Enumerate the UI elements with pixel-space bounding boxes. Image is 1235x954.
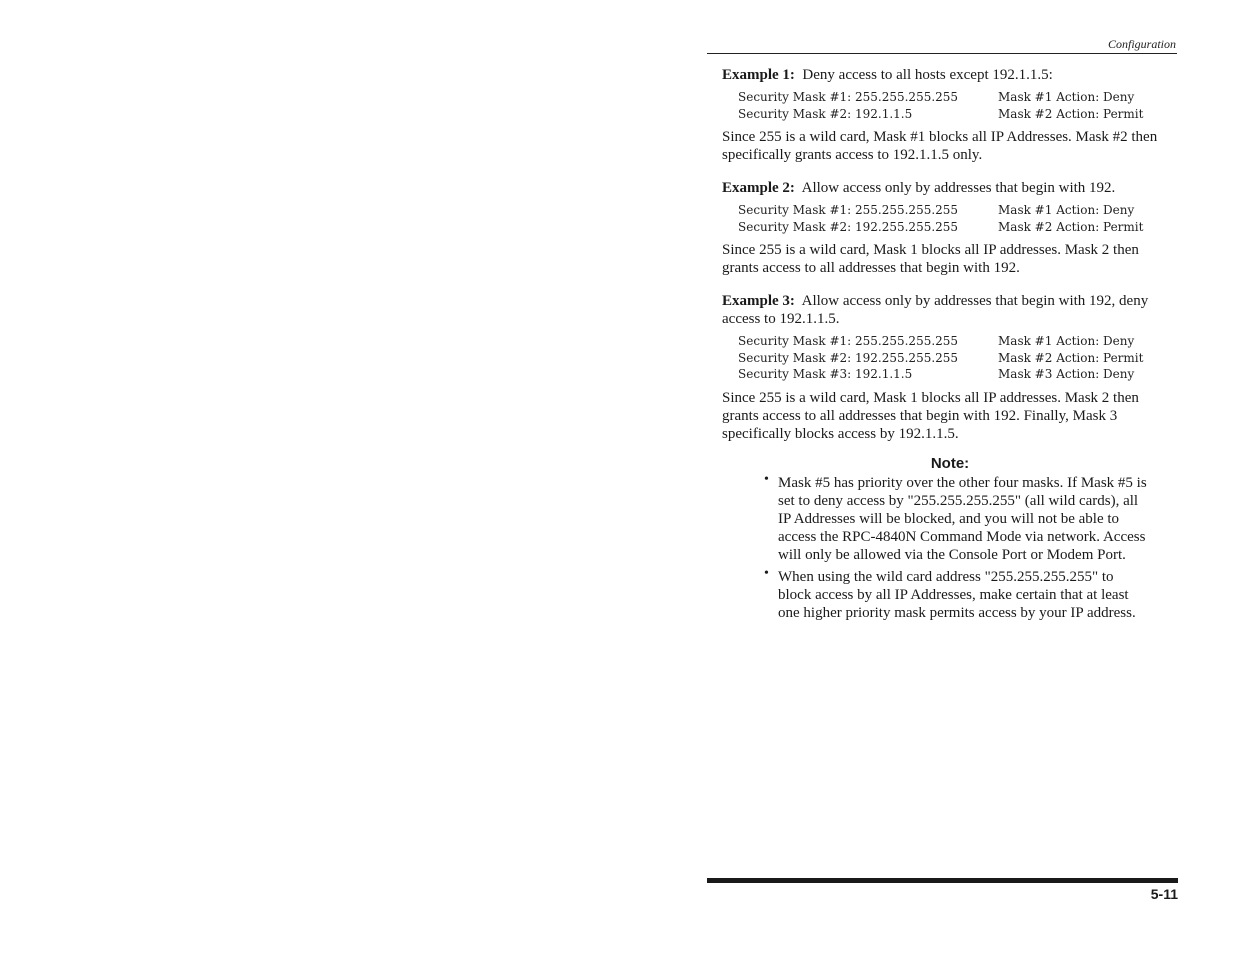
mask-action-value: Mask #1 Action: Deny xyxy=(998,203,1135,217)
mask-action-value: Mask #1 Action: Deny xyxy=(998,90,1135,104)
example-1 xyxy=(722,66,1178,164)
mask-row xyxy=(738,106,1178,123)
mask-row xyxy=(738,350,1178,367)
example-label: Example 2: xyxy=(722,180,795,196)
example-2 xyxy=(722,179,1178,277)
mask-row xyxy=(738,89,1178,106)
mask-row xyxy=(738,219,1178,236)
example-explanation: Since 255 is a wild card, Mask #1 blocks all IP Addresses. Mask #2 then specifically grants access to 192.1.1.5 only. xyxy=(722,129,1158,163)
mask-action-value: Mask #3 Action: Deny xyxy=(998,367,1135,381)
mask-row xyxy=(738,202,1178,219)
bullet-icon: • xyxy=(764,565,769,581)
mask-row xyxy=(738,333,1178,350)
mask-settings xyxy=(738,333,1178,383)
example-text: Allow access only by addresses that begin with 192. xyxy=(801,180,1116,196)
security-mask-value: Security Mask #1: 255.255.255.255 xyxy=(738,90,959,104)
security-mask-value: Security Mask #1: 255.255.255.255 xyxy=(738,203,959,217)
example-text: Allow access only by addresses that begin with 192, deny access to 192.1.1.5. xyxy=(722,293,1149,327)
page-number: 5-11 xyxy=(1150,886,1178,902)
example-explanation: Since 255 is a wild card, Mask 1 blocks all IP addresses. Mask 2 then grants access to all addresses that begin with 192. xyxy=(722,242,1139,276)
example-text: Deny access to all hosts except 192.1.1.5: xyxy=(802,67,1053,83)
example-3 xyxy=(722,292,1178,443)
security-mask-value: Security Mask #2: 192.255.255.255 xyxy=(738,219,959,234)
mask-action-value: Mask #2 Action: Permit xyxy=(998,350,1144,365)
example-heading xyxy=(722,179,1178,197)
security-mask-value: Security Mask #1: 255.255.255.255 xyxy=(738,334,959,348)
note-heading: Note: xyxy=(930,454,970,472)
example-label: Example 1: xyxy=(722,67,795,83)
note-item xyxy=(764,471,1148,564)
note-list xyxy=(722,471,1148,622)
mask-action-value: Mask #2 Action: Permit xyxy=(998,219,1144,234)
footer-divider xyxy=(707,878,1178,883)
section-title: Configuration xyxy=(1107,37,1176,51)
note-item-text: Mask #5 has priority over the other four masks. If Mask #5 is set to deny access by "255.255.255.255" (all wild cards), all IP Addresses will be blocked, and you will not be able to access the RPC-4840N Command Mode via network. Access will only be allowed via the Console Port or Modem Port. xyxy=(778,474,1147,563)
page-header xyxy=(707,36,1177,54)
security-mask-value: Security Mask #2: 192.255.255.255 xyxy=(738,350,959,365)
security-mask-value: Security Mask #3: 192.1.1.5 xyxy=(738,367,913,381)
note-item xyxy=(764,565,1148,622)
mask-action-value: Mask #2 Action: Permit xyxy=(998,106,1144,121)
example-heading xyxy=(722,292,1178,328)
example-explanation: Since 255 is a wild card, Mask 1 blocks all IP addresses. Mask 2 then grants access to all addresses that begin with 192. Finally, Mask 3 specifically blocks access by 192.1.1.5. xyxy=(722,389,1139,442)
example-label: Example 3: xyxy=(722,293,795,309)
example-heading xyxy=(722,66,1178,84)
security-mask-value: Security Mask #2: 192.1.1.5 xyxy=(738,106,913,121)
mask-row xyxy=(738,366,1178,383)
mask-settings xyxy=(738,89,1178,122)
mask-action-value: Mask #1 Action: Deny xyxy=(998,334,1135,348)
mask-settings xyxy=(738,202,1178,235)
note-item-text: When using the wild card address "255.255.255.255" to block access by all IP Addresses, make certain that at least one higher priority mask permits access by your IP address. xyxy=(778,568,1136,621)
header-divider xyxy=(707,53,1177,54)
bullet-icon: • xyxy=(764,471,769,487)
page-content xyxy=(722,66,1178,626)
